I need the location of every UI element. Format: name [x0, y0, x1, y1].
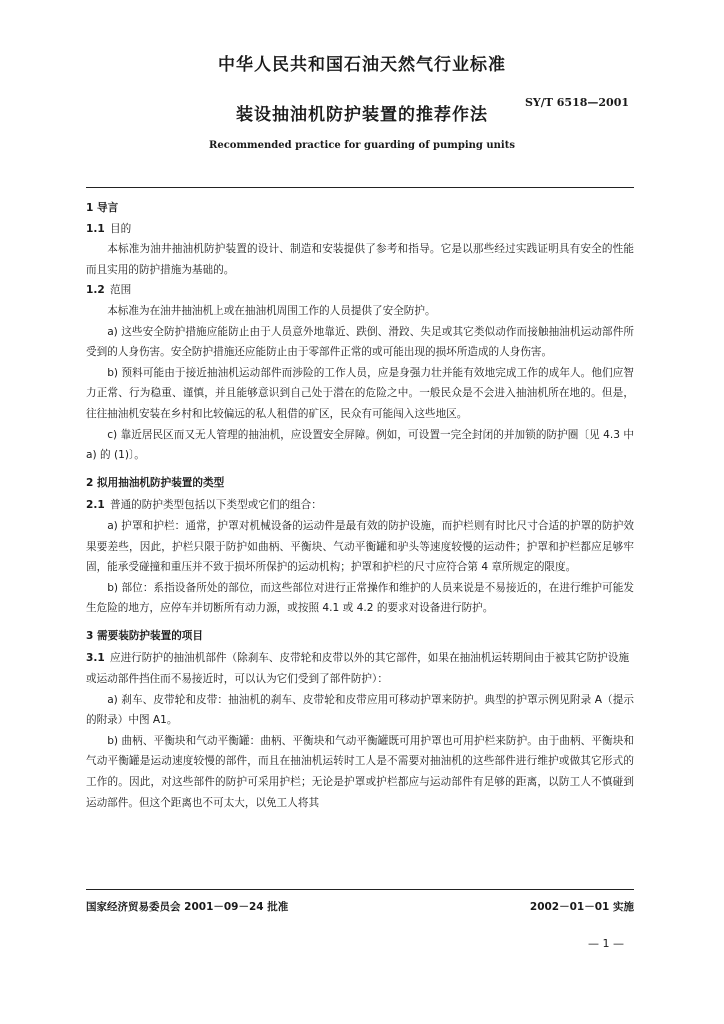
- paragraph: b) 曲柄、平衡块和气动平衡罐：曲柄、平衡块和气动平衡罐既可用护罩也可用护栏来防护。由于曲柄、平衡块和气动平衡罐是运动速度较慢的部件，而且在抽油机运转时工人是不需要对抽油机的这些部件进行维护或做其它形式的工作的。因此，对这些部件的防护可采用护栏；无论是护罩或护栏都应与运动部件有足够的距离，以防工人不慎碰到运动部件。但这个距离也不可太大，以免工人将其: [86, 734, 634, 809]
- section-heading: 3 需要装防护装置的项目: [86, 629, 203, 642]
- subsection-title: 范围: [110, 284, 132, 297]
- paragraph: a) 刹车、皮带轮和皮带：抽油机的刹车、皮带轮和皮带应用可移动护罩来防护。典型的护罩示例见附录 A（提示的附录）中图 A1。: [86, 693, 634, 727]
- subsection-title: 目的: [110, 222, 132, 235]
- section-heading: 2 拟用抽油机防护装置的类型: [86, 476, 225, 489]
- subsection-number: 1.2: [86, 284, 105, 297]
- approval-date: 国家经济贸易委员会 2001－09－24 批准: [86, 901, 289, 913]
- page-number: — 1 —: [588, 937, 624, 950]
- document-body: [86, 198, 634, 813]
- section-heading: 1 导言: [86, 202, 119, 214]
- standard-code: SY/T 6518—2001: [524, 96, 629, 109]
- industry-standard-heading: 中华人民共和国石油天然气行业标准: [218, 55, 506, 75]
- footer: [86, 899, 634, 914]
- paragraph: b) 部位：系指设备所处的部位，而这些部位对进行正常操作和维护的人员来说是不易接近的，在进行维护可能发生危险的地方，应停车并切断所有动力源，或按照 4.1 或 4.2 的要求对设备进行防护。: [86, 581, 634, 615]
- paragraph: c) 靠近居民区而又无人管理的抽油机，应设置安全屏障。例如，可设置一完全封闭的并加锁的防护圈〔见 4.3 中 a) 的 (1)〕。: [86, 428, 634, 462]
- document-title: 装设抽油机防护装置的推荐作法: [236, 105, 488, 125]
- paragraph: 本标准为油井抽油机防护装置的设计、制造和安装提供了参考和指导。它是以那些经过实践证明具有安全的性能而且实用的防护措施为基础的。: [86, 243, 634, 276]
- paragraph: a) 护罩和护栏：通常，护罩对机械设备的运动件是最有效的防护设施，而护栏则有时比尺寸合适的护罩的防护效果要差些，因此，护栏只限于防护如曲柄、平衡块、气动平衡罐和驴头等速度较慢的运动件；护罩和护栏都应足够牢固，能承受碰撞和重压并不致于损坏所保护的运动机构；护罩和护栏的尺寸应符合第 4 章所规定的限度。: [86, 519, 634, 574]
- subsection-heading: [86, 648, 634, 689]
- subsection-title: 普通的防护类型包括以下类型或它们的组合：: [110, 499, 322, 512]
- english-title: Recommended practice for guarding of pumping units: [209, 140, 515, 151]
- subsection-number: 3.1: [86, 652, 105, 665]
- bottom-rule: [86, 889, 634, 890]
- paragraph: a) 这些安全防护措施应能防止由于人员意外地靠近、跌倒、滑跤、失足或其它类似动作而接触抽油机运动部件所受到的人身伤害。安全防护措施还应能防止由于零部件正常的或可能出现的损坏所造成的人身伤害。: [86, 325, 634, 359]
- subsection-heading: [86, 495, 634, 516]
- paragraph: b) 预料可能由于接近抽油机运动部件而涉险的工作人员，应是身强力壮并能有效地完成工作的成年人。他们应智力正常、行为稳重、谨慎，并且能够意识到自己处于潜在的危险之中。一般民众是不会进入抽油机所在地的。但是，往往抽油机安装在乡村和比较偏远的私人租借的矿区，民众有可能闯入这些地区。: [86, 366, 634, 420]
- subsection-heading: [86, 280, 634, 301]
- subsection-title: 应进行防护的抽油机部件（除刹车、皮带轮和皮带以外的其它部件，如果在抽油机运转期间由于被其它防护设施或运动部件挡住而不易接近时，可以认为它们受到了部件防护）：: [86, 652, 630, 686]
- subsection-number: 2.1: [86, 499, 105, 512]
- subsection-heading: [86, 219, 634, 240]
- paragraph: 本标准为在油井抽油机上或在抽油机周围工作的人员提供了安全防护。: [107, 304, 436, 317]
- subsection-number: 1.1: [86, 222, 105, 235]
- effective-date: 2002－01－01 实施: [529, 901, 634, 913]
- top-rule: [86, 187, 634, 188]
